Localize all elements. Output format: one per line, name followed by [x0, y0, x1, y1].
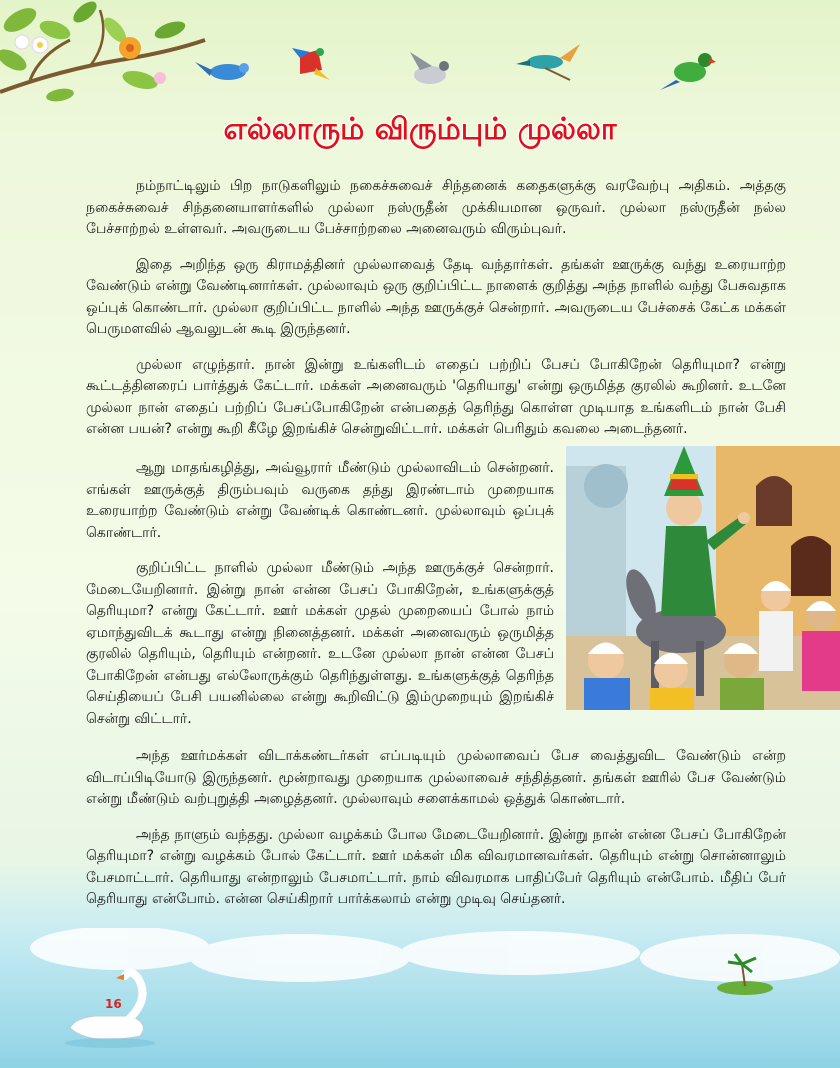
paragraph: முல்லா எழுந்தார். நான் இன்று உங்களிடம் எதைப் பற்றிப் பேசப் போகிறேன் தெரியுமா? என்று கூட்டத்தினரைப் பார்த்துக் கேட்டார். மக்கள் அனைவரும் 'தெரியாது' என்று ஒருமித்த குரலில் கூறினர். உடனே முல்லா நான் எதைப் பற்றிப் பேசப்போகிறேன் என்பதைத் தெரிந்து கொள்ள முடியாத உங்களிடம் நான் பேசி என்ன பயன்? என்று கூறி கீழே இறங்கிச் சென்றுவிட்டார். மக்கள் பெரிதும் கவலை அடைந்தனர். — [86, 356, 786, 437]
page-number: 16 — [105, 997, 122, 1011]
mulla-donkey-illustration — [566, 446, 840, 710]
paragraph: குறிப்பிட்ட நாளில் முல்லா மீண்டும் அந்த ஊருக்குச் சென்றார். மேடையேறினார். இன்று நான் என்ன பேசப் போகிறேன், உங்களுக்குத் தெரியுமா? என்று கேட்டார். ஊர் மக்கள் முதல் முறையைப் போல் நாம் ஏமாந்துவிடக் கூடாது என்று நினைத்தனர். மக்கள் அனைவரும் ஒருமித்த குரலில் தெரியும், தெரியும் என்றனர். உடனே முல்லா நான் என்ன பேசப் போகிறேன் என்பது எல்லோருக்கும் தெரிந்துள்ளது. உங்களுக்குத் தெரிந்த செய்தியைப் பேசி பயனில்லை என்று கூறிவிட்டு இம்முறையும் இறங்கிச் சென்று விட்டார். — [86, 560, 554, 727]
body-text-top — [86, 176, 786, 455]
page-title: எல்லாரும் விரும்பும் முல்லா — [223, 112, 617, 147]
bird-blue-icon — [195, 62, 249, 80]
footer-decoration — [0, 928, 840, 1068]
paragraph: அந்த ஊர்மக்கள் விடாக்கண்டர்கள் எப்படியும் முல்லாவைப் பேச வைத்துவிட வேண்டும் என்ற விடாப்பிடியோடு இருந்தனர். மூன்றாவது முறையாக முல்லாவைச் சந்தித்தனர். தங்கள் ஊரில் பேச வேண்டும் என்று மீண்டும் வற்புறுத்தி அழைத்தனர். முல்லாவும் சளைக்காமல் ஒத்துக் கொண்டார். — [86, 748, 786, 807]
paragraph: ஆறு மாதங்கழித்து, அவ்வூரார் மீண்டும் முல்லாவிடம் சென்றனர். எங்கள் ஊருக்குத் திரும்பவும் வருகை தந்து இரண்டாம் முறையாக உரையாற்ற வேண்டும் என்று வேண்டிக் கொண்டனர். முல்லாவும் ஒப்புக் கொண்டார். — [86, 460, 554, 541]
body-text-wrap — [86, 458, 554, 744]
header-decoration — [0, 0, 840, 110]
branch-illustration — [0, 0, 205, 103]
bird-kingfisher-icon — [516, 44, 580, 80]
bird-parrot-icon — [660, 53, 716, 90]
body-text-bottom — [86, 746, 786, 925]
clouds — [30, 928, 840, 982]
bird-macaw-icon — [292, 48, 330, 80]
paragraph: நம்நாட்டிலும் பிற நாடுகளிலும் நகைச்சுவைச் சிந்தனைக் கதைகளுக்கு வரவேற்பு அதிகம். அத்தகு நகைச்சுவைச் சிந்தனையாளர்களில் முல்லா நஸ்ருதீன் முக்கியமான ஒருவர். முல்லா நஸ்ருதீன் நல்ல பேச்சாற்றல் உள்ளவர். அவருடைய பேச்சாற்றலை அனைவரும் விரும்புவர். — [86, 178, 786, 237]
paragraph: இதை அறிந்த ஒரு கிராமத்தினர் முல்லாவைத் தேடி வந்தார்கள். தங்கள் ஊருக்கு வந்து உரையாற்ற வேண்டும் என்று வேண்டினார்கள். முல்லாவும் ஒரு குறிப்பிட்ட நாளைக் குறித்து அந்த நாளில் வந்து பேசுவதாக ஒப்புக் கொண்டார். முல்லா குறிப்பிட்ட நாளில் அந்த ஊருக்குச் சென்றார். அவருடைய பேச்சைக் கேட்க மக்கள் பெருமளவில் ஆவலுடன் கூடி இருந்தனர். — [86, 256, 786, 337]
bird-pigeon-icon — [410, 52, 449, 84]
paragraph: அந்த நாளும் வந்தது. முல்லா வழக்கம் போல மேடையேறினார். இன்று நான் என்ன பேசப் போகிறேன் தெரியுமா? என்று வழக்கம் போல் கேட்டார். ஊர் மக்கள் மிக விவரமானவர்கள். தெரியும் என்று சொன்னாலும் பேசமாட்டார். தெரியாது என்றாலும் பேசமாட்டார். நாம் விவரமாக பாதிப்பேர் தெரியும் என்போம். மீதிப் பேர் தெரியாது என்போம். என்ன செய்கிறார் பார்க்கலாம் என்று முடிவு செய்தனர். — [86, 826, 786, 907]
